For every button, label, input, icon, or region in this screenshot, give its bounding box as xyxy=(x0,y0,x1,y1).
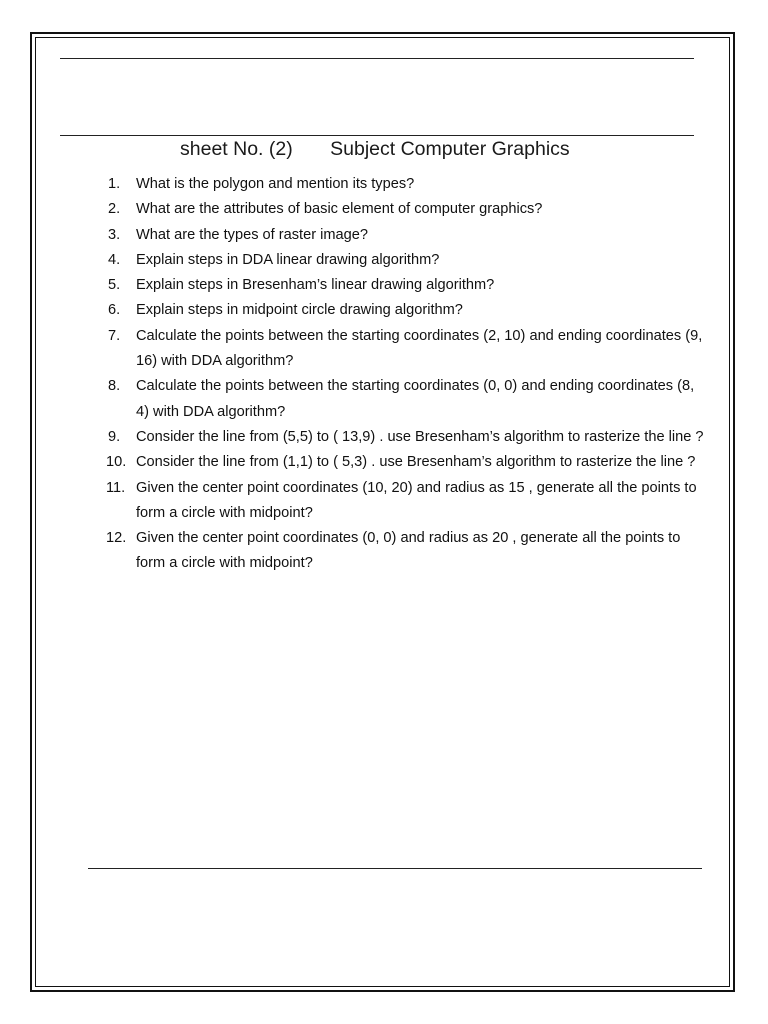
question-number: 5. xyxy=(108,277,121,294)
question-text: What are the types of raster image? xyxy=(136,226,368,243)
question-item xyxy=(108,298,708,323)
subject-title: Subject Computer Graphics xyxy=(330,138,570,160)
question-number: 3. xyxy=(108,226,121,243)
question-item xyxy=(108,172,708,197)
question-number: 12. xyxy=(106,530,127,547)
question-number: 11. xyxy=(106,479,126,496)
question-number: 9. xyxy=(108,428,121,445)
question-item xyxy=(108,526,708,577)
question-number: 4. xyxy=(108,251,121,268)
question-item xyxy=(108,197,708,222)
question-text: Calculate the points between the starting coordinates (0, 0) and ending coordinates (8, 4) with DDA algorithm? xyxy=(136,378,695,420)
question-number: 2. xyxy=(108,201,121,218)
question-text: Given the center point coordinates (10, 20) and radius as 15 , generate all the points to form a circle with midpoint? xyxy=(136,479,697,521)
question-item xyxy=(108,374,708,425)
sheet-number: sheet No. (2) xyxy=(180,138,293,160)
question-number: 10. xyxy=(106,454,127,471)
question-text: Calculate the points between the starting coordinates (2, 10) and ending coordinates (9, 16) with DDA algorithm? xyxy=(136,327,703,370)
question-text: Explain steps in midpoint circle drawing algorithm? xyxy=(136,302,463,319)
question-text: Consider the line from (5,5) to ( 13,9) . use Bresenham’s algorithm to rasterize the line ? xyxy=(136,428,704,445)
question-item xyxy=(108,450,708,475)
bottom-rule xyxy=(88,868,702,869)
question-number: 6. xyxy=(108,302,121,319)
question-text: Given the center point coordinates (0, 0) and radius as 20 , generate all the points to form a circle with midpoint? xyxy=(136,530,681,572)
question-text: Consider the line from (1,1) to ( 5,3) . use Bresenham’s algorithm to rasterize the line ? xyxy=(136,454,696,471)
sheet-heading xyxy=(180,138,570,161)
question-item xyxy=(108,324,708,375)
heading-rule xyxy=(60,135,694,136)
question-item xyxy=(108,425,708,450)
top-rule xyxy=(60,58,694,59)
question-text: What are the attributes of basic element of computer graphics? xyxy=(136,201,543,218)
question-text: Explain steps in DDA linear drawing algorithm? xyxy=(136,251,440,268)
question-number: 7. xyxy=(108,327,121,344)
question-item xyxy=(108,273,708,298)
question-text: What is the polygon and mention its types? xyxy=(136,176,415,192)
question-item xyxy=(108,223,708,248)
question-list xyxy=(108,172,708,577)
question-item xyxy=(108,476,708,527)
question-text: Explain steps in Bresenham’s linear drawing algorithm? xyxy=(136,277,495,294)
question-number: 1. xyxy=(108,176,121,192)
question-number: 8. xyxy=(108,378,121,395)
question-item xyxy=(108,248,708,273)
